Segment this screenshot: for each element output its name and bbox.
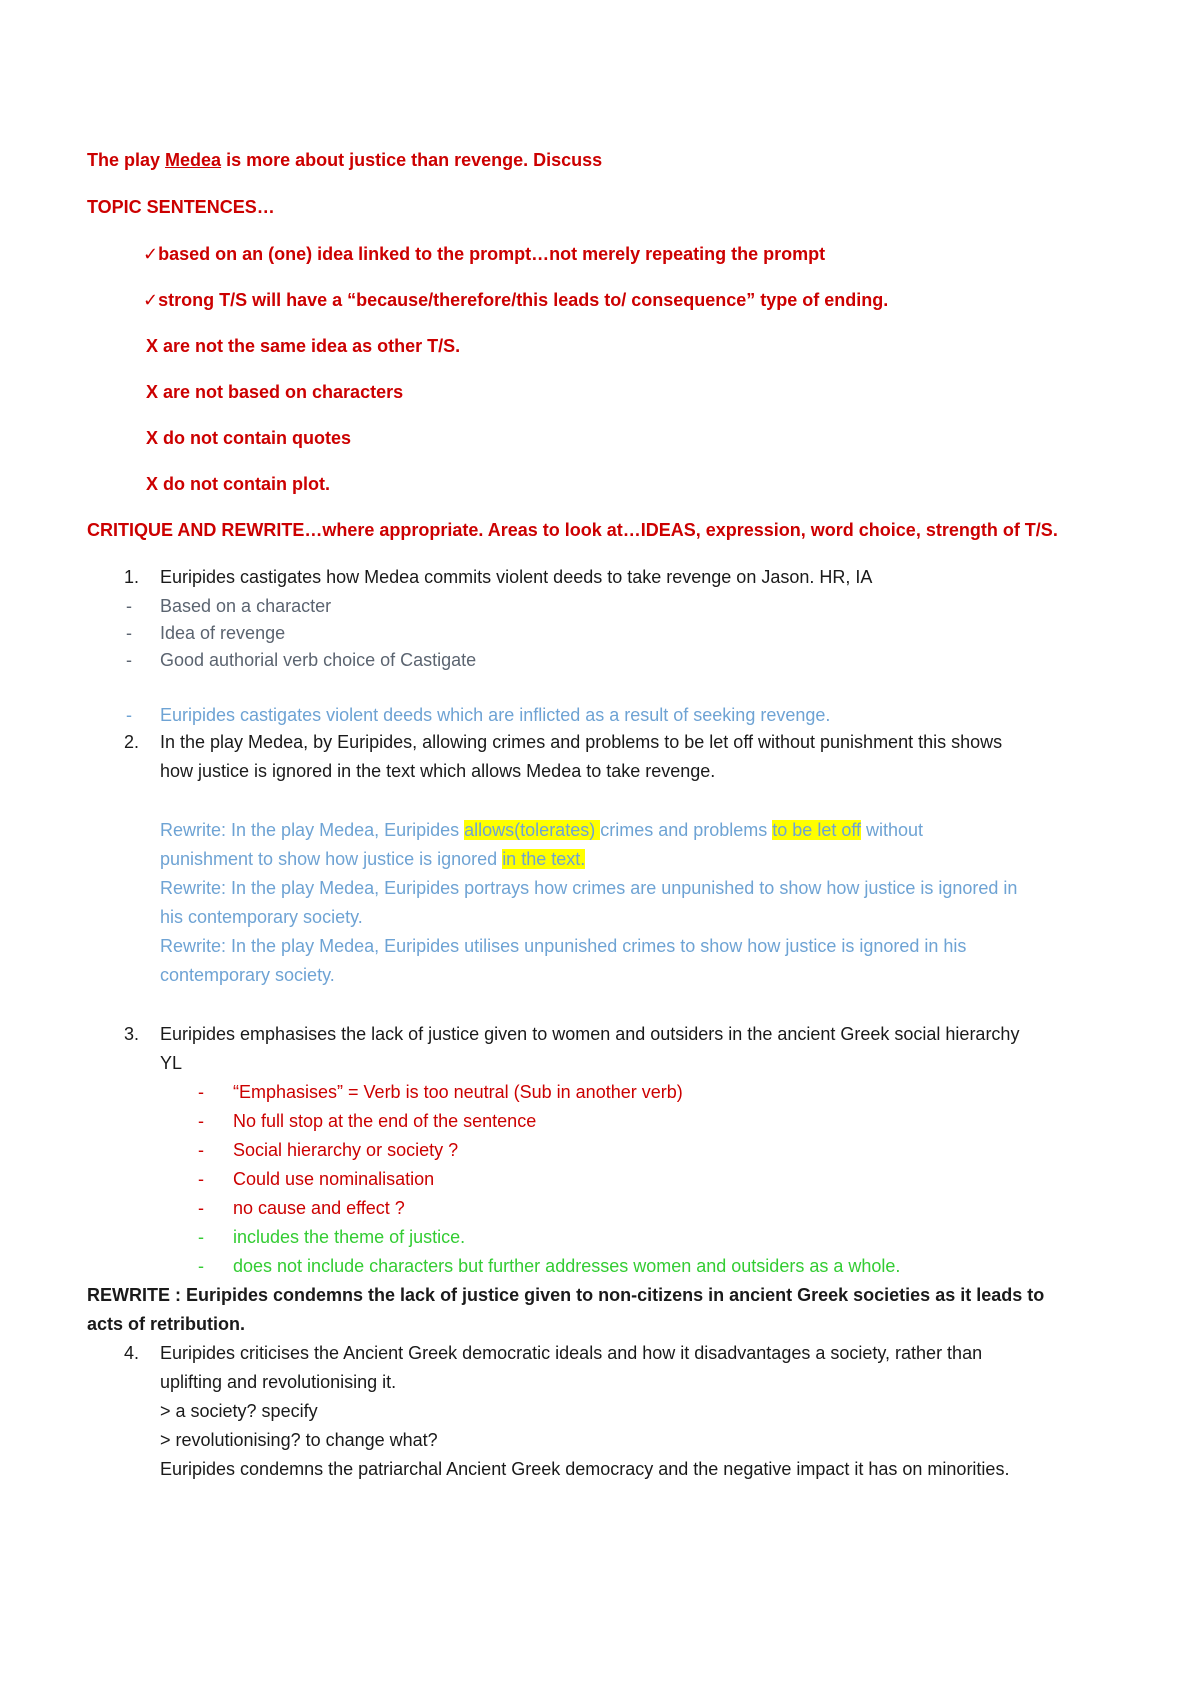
item-3-number: 3.: [124, 1024, 140, 1044]
item-2-rewrite-3-line-1: Rewrite: In the play Medea, Euripides utilises unpunished crimes to show how justice is ignored in his: [160, 936, 967, 956]
criterion-2: ✓strong T/S will have a “because/therefore/this leads to/ consequence” type of ending.: [143, 290, 889, 310]
item-4-number: 4.: [124, 1343, 140, 1363]
item-3-rewrite-line-2: acts of retribution.: [87, 1314, 246, 1334]
item-4-text-line-1: Euripides criticises the Ancient Greek democratic ideals and how it disadvantages a society, rather than: [160, 1343, 983, 1363]
item-2-text-line-2: how justice is ignored in the text which allows Medea to take revenge.: [160, 761, 716, 781]
bullet-dash: -: [126, 623, 132, 643]
topic-sentences-heading: TOPIC SENTENCES…: [87, 197, 275, 217]
item-3-critique-1: “Emphasises” = Verb is too neutral (Sub in another verb): [233, 1082, 683, 1102]
rewrite-text: crimes and problems: [600, 820, 773, 840]
item-3-critique-2: No full stop at the end of the sentence: [233, 1111, 537, 1131]
item-3-critique-3: Social hierarchy or society ?: [233, 1140, 459, 1160]
bullet-dash: -: [198, 1082, 204, 1102]
criterion-3: X are not the same idea as other T/S.: [146, 336, 461, 356]
item-2-rewrite-2-line-1: Rewrite: In the play Medea, Euripides portrays how crimes are unpunished to show how justice is ignored in: [160, 878, 1018, 898]
highlight: to be let off: [772, 820, 862, 840]
bullet-dash: -: [126, 650, 132, 670]
rewrite-text: Rewrite: In the play Medea, Euripides: [160, 820, 465, 840]
item-3-strength-2: does not include characters but further addresses women and outsiders as a whole.: [233, 1256, 901, 1276]
item-2-rewrite-2-line-2: his contemporary society.: [160, 907, 363, 927]
item-1-bullet-1: Based on a character: [160, 596, 332, 616]
criterion-6: X do not contain plot.: [146, 474, 330, 494]
item-2-rewrite-1-line-1: [160, 818, 923, 842]
item-2-rewrite-1-line-2: [160, 847, 585, 871]
item-3-strength-1: includes the theme of justice.: [233, 1227, 466, 1247]
essay-prompt: [87, 148, 602, 172]
rewrite-text: punishment to show how justice is ignored: [160, 849, 503, 869]
item-4-text-line-2: uplifting and revolutionising it.: [160, 1372, 397, 1392]
item-1-bullet-3: Good authorial verb choice of Castigate: [160, 650, 477, 670]
item-2-number: 2.: [124, 732, 140, 752]
criterion-1: ✓based on an (one) idea linked to the prompt…not merely repeating the prompt: [143, 244, 826, 264]
item-4-note-2: > revolutionising? to change what?: [160, 1430, 438, 1450]
prompt-work-title: Medea: [165, 150, 222, 170]
item-3-critique-4: Could use nominalisation: [233, 1169, 435, 1189]
bullet-dash: -: [198, 1256, 204, 1276]
item-1-text: Euripides castigates how Medea commits violent deeds to take revenge on Jason. HR, IA: [160, 567, 873, 587]
item-3-critique-5: no cause and effect ?: [233, 1198, 405, 1218]
bullet-dash: -: [126, 705, 132, 725]
rewrite-text: without: [861, 820, 924, 840]
prompt-suffix: is more about justice than revenge. Discuss: [221, 150, 603, 170]
item-3-rewrite-line-1: REWRITE : Euripides condemns the lack of justice given to non-citizens in ancient Greek societies as it leads to: [87, 1285, 1045, 1305]
bullet-dash: -: [198, 1140, 204, 1160]
item-1-number: 1.: [124, 567, 140, 587]
bullet-dash: -: [126, 596, 132, 616]
item-4-note-1: > a society? specify: [160, 1401, 318, 1421]
item-1-bullet-2: Idea of revenge: [160, 623, 286, 643]
item-3-text-line-2: YL: [160, 1053, 183, 1073]
highlight: in the text.: [502, 849, 586, 869]
bullet-dash: -: [198, 1227, 204, 1247]
item-2-rewrite-3-line-2: contemporary society.: [160, 965, 335, 985]
critique-heading: CRITIQUE AND REWRITE…where appropriate. Areas to look at…IDEAS, expression, word choice, strength of T/S.: [87, 520, 1058, 540]
criterion-5: X do not contain quotes: [146, 428, 351, 448]
item-2-text-line-1: In the play Medea, by Euripides, allowing crimes and problems to be let off without punishment this shows: [160, 732, 1003, 752]
item-3-text-line-1: Euripides emphasises the lack of justice given to women and outsiders in the ancient Greek social hierarchy: [160, 1024, 1020, 1044]
highlight: allows(tolerates): [464, 820, 601, 840]
item-1-rewrite: Euripides castigates violent deeds which are inflicted as a result of seeking revenge.: [160, 705, 831, 725]
criterion-4: X are not based on characters: [146, 382, 404, 402]
prompt-prefix: The play: [87, 150, 166, 170]
bullet-dash: -: [198, 1198, 204, 1218]
item-4-rewrite: Euripides condemns the patriarchal Ancient Greek democracy and the negative impact it has on minorities.: [160, 1459, 1010, 1479]
bullet-dash: -: [198, 1111, 204, 1131]
bullet-dash: -: [198, 1169, 204, 1189]
